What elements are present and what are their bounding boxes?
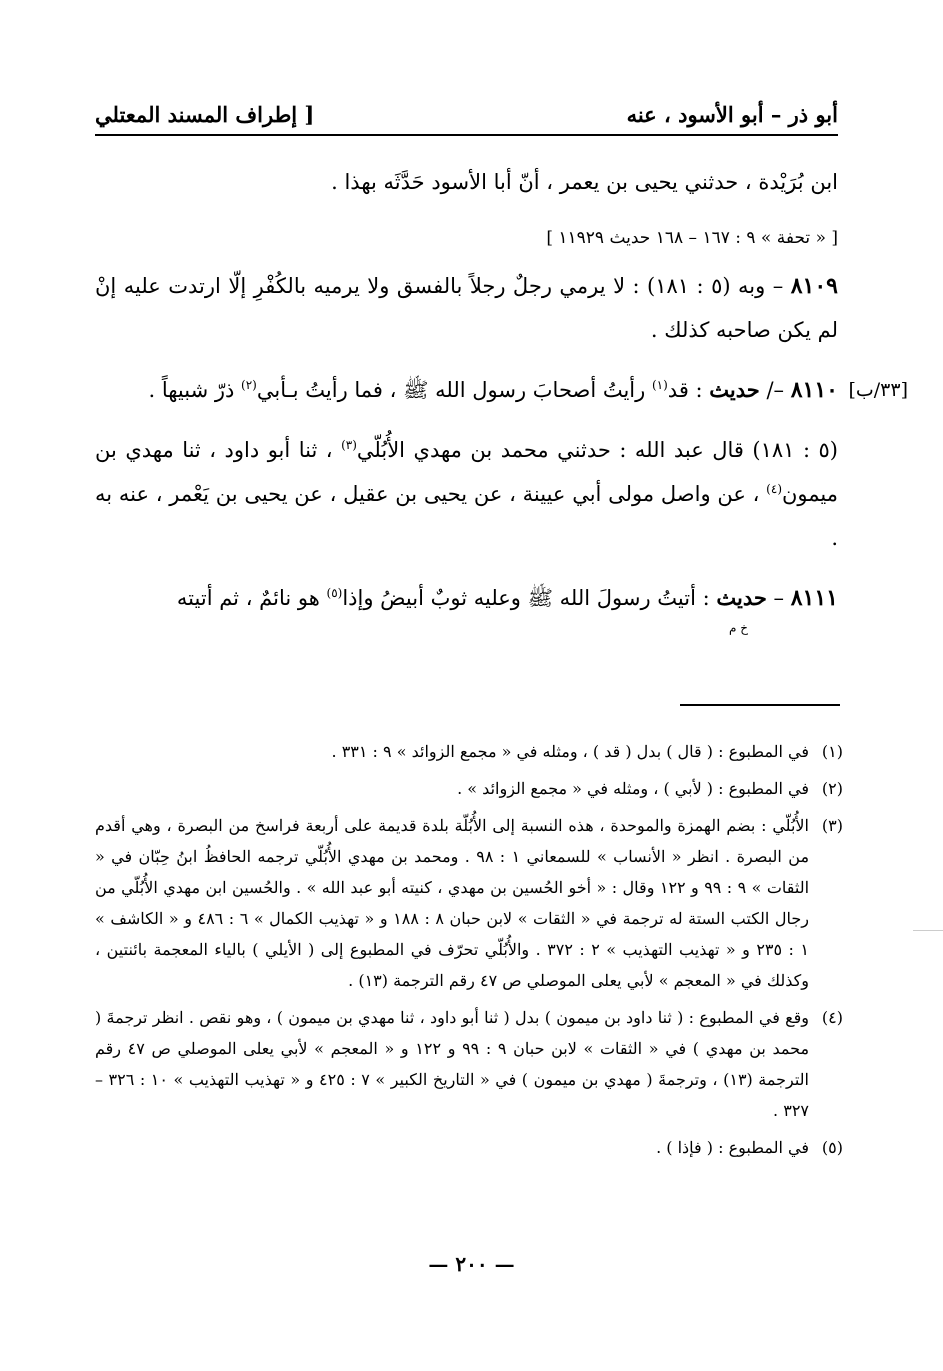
hadith-8109 xyxy=(95,264,838,352)
footnote-number: (١) xyxy=(821,742,843,761)
footnote xyxy=(95,1002,843,1126)
footnote-ref[interactable]: (٣) xyxy=(341,438,357,452)
isnad-text: ، ثنا أبو داود ، ثنا مهدي بن ميمون xyxy=(95,438,838,506)
footnote-number: (٥) xyxy=(821,1138,843,1157)
footnote-rule xyxy=(680,704,840,706)
footnote-ref[interactable]: (٤) xyxy=(766,482,782,496)
footnote-ref[interactable]: (١) xyxy=(651,378,668,392)
separator: – xyxy=(773,586,785,610)
footnote-ref[interactable]: (٥) xyxy=(326,586,343,600)
footnote-text: في المطبوع : ( قال ) بدل ( قد ) ، ومثله في « مجمع الزوائد » ٩ : ٣٣١ . xyxy=(331,742,809,761)
footnote-ref[interactable]: (٢) xyxy=(241,378,257,392)
footnote xyxy=(95,736,843,767)
running-header xyxy=(95,100,838,136)
footnote xyxy=(95,810,843,996)
header-chapter-title: أبو ذر – أبو الأسود ، عنه xyxy=(626,102,838,127)
footnote xyxy=(95,1132,843,1163)
header-book-title: [ إطراف المسند المعتلي xyxy=(95,102,315,127)
scan-edge-mark xyxy=(913,930,943,931)
separator: –/ xyxy=(766,378,785,402)
footnote-text: في المطبوع : ( لأبي ) ، ومثله في « مجمع الزوائد » . xyxy=(457,779,809,798)
isnad-text: (٥ : ١٨١) قال عبد الله : حدثني محمد بن مهدي الأُبُلّي xyxy=(356,438,838,462)
footnote-number: (٤) xyxy=(821,1008,843,1027)
hadith-text: ذرّ شبيهاً . xyxy=(148,378,242,402)
hadith-keyword: حديث xyxy=(709,377,760,402)
hadith-number: ٨١١١ xyxy=(790,585,838,611)
hadith-keyword: حديث xyxy=(716,585,767,610)
header-rule xyxy=(95,134,838,136)
footnote-text: في المطبوع : ( فإذا ) . xyxy=(656,1138,809,1157)
paragraph-continuation: ابن بُرَيْدة ، حدثني يحيى بن يعمر ، أنّ أبا الأسود حَدَّثَه بهذا . xyxy=(331,170,838,194)
source-symbols: خ م xyxy=(729,621,748,635)
page-number: — ٢٠٠ — xyxy=(428,1252,515,1276)
hadith-text: – وبه (٥ : ١٨١) : لا يرمي رجلٌ رجلاً بالفسق ولا يرميه بالكُفْرِ إلّا ارتدت عليه إنْ لم يكن صاحبه كذلك . xyxy=(95,274,838,342)
footnote-text: الأُبُلّي : بضم الهمزة والموحدة ، هذه النسبة إلى الأُبُلّة بلدة قديمة على أربعة فراسخ من البصرة ، وهي أقدم من البصرة . انظر « الأنساب » للسمعاني ١ : ٩٨ . ومحمد بن مهدي الأُبُلّي ترجمه الحافظُ ابنُ حِبّان في « الثقات » ٩ : ٩٩ و ١٢٢ وقال : « أخو الحُسين بن مهدي ، كنيته أبو عبد الله » . والحُسين ابن مهدي الأُبُلّي من رجال الكتب الستة له ترجمة في « الثقات » لابن حبان ٨ : ١٨٨ و « تهذيب الكمال » ٦ : ٤٨٦ و « الكاشف » ١ : ٢٣٥ و « تهذيب التهذيب » ٢ : ٣٧٢ . والأُبُلّي تحرّف في المطبوع إلى ( الأيلي ) بالياء المعجمة بائنتين ، وكذلك في « المعجم » لأبي يعلى الموصلي ص ٤٧ رقم الترجمة (١٣) . xyxy=(95,816,810,990)
manuscript-folio-mark: [٣٣/ب] xyxy=(848,379,908,401)
hadith-text: : أتيتُ رسولَ الله ﷺ وعليه ثوبٌ أبيضُ وإذا xyxy=(342,586,710,610)
hadith-text: : قد xyxy=(667,378,703,402)
hadith-text: هو نائمٌ ، ثم أتيته xyxy=(176,586,327,610)
hadith-number: ٨١١٠ xyxy=(790,377,838,403)
hadith-number: ٨١٠٩ xyxy=(790,273,838,299)
footnote-number: (٣) xyxy=(821,816,843,835)
footnote xyxy=(95,773,843,804)
hadith-text: رأيتُ أصحابَ رسول الله ﷺ ، فما رأيتُ بـأبي xyxy=(256,378,652,402)
tuhfa-reference: [ « تحفة » ٩ : ١٦٧ – ١٦٨ حديث ١١٩٢٩ ] xyxy=(546,228,838,248)
footnote-text: وقع في المطبوع : ( ثنا داود بن ميمون ) بدل ( ثنا أبو داود ، ثنا مهدي بن ميمون ) ، وهو نقص . انظر ترجمةَ ( محمد بن مهدي ) في « الثقات » لابن حبان ٩ : ٩٩ و ١٢٢ و « المعجم » لأبي يعلى الموصلي ص ٤٧ رقم الترجمة (١٣) ، وترجمةَ ( مهدي بن ميمون ) في « التاريخ الكبير » ٧ : ٤٢٥ و « تهذيب التهذيب » ١٠ : ٣٢٦ – ٣٢٧ . xyxy=(95,1008,810,1120)
hadith-8111 xyxy=(95,576,838,635)
hadith-8110 xyxy=(95,368,908,412)
isnad-paragraph xyxy=(95,428,838,560)
isnad-text: ، عن واصل مولى أبي عيينة ، عن يحيى بن عقيل ، عن يحيى بن يَعْمر ، عنه به . xyxy=(95,482,838,550)
footnotes xyxy=(95,736,843,1169)
footnote-number: (٢) xyxy=(821,779,843,798)
main-text xyxy=(95,160,908,636)
